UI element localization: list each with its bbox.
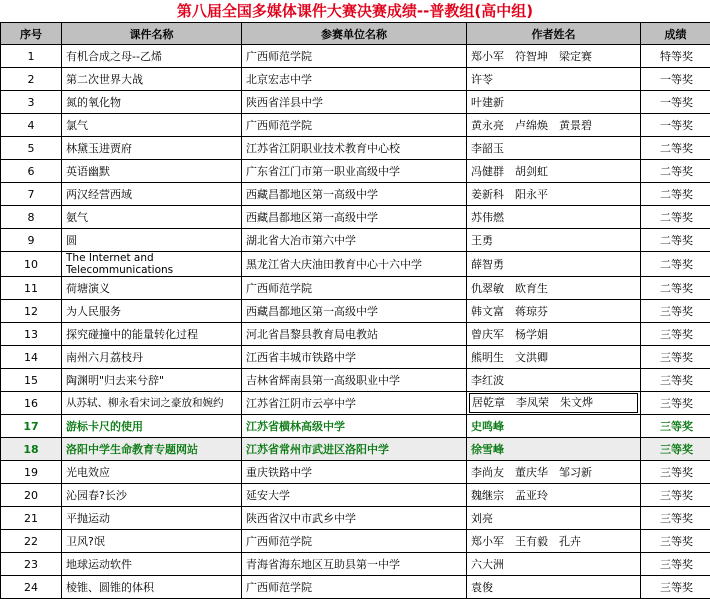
cell-authors: 郑小军 王有毅 孔卉 <box>467 530 641 553</box>
cell-courseware: 卫风?氓 <box>62 530 242 553</box>
cell-unit: 江西省丰城市铁路中学 <box>242 346 467 369</box>
cell-courseware: 南州六月荔枝丹 <box>62 346 242 369</box>
table-row-highlighted <box>1 415 710 438</box>
table-row <box>1 160 710 183</box>
table-row <box>1 530 710 553</box>
cell-award: 三等奖 <box>641 530 710 553</box>
cell-authors: 薛智勇 <box>467 252 641 277</box>
cell-no: 7 <box>1 183 62 206</box>
table-row <box>1 369 710 392</box>
table-row <box>1 346 710 369</box>
table-row <box>1 68 710 91</box>
cell-authors: 仇翠敏 欧育生 <box>467 277 641 300</box>
cell-courseware: 两汉经营西域 <box>62 183 242 206</box>
cell-unit: 广西师范学院 <box>242 114 467 137</box>
cell-award: 二等奖 <box>641 137 710 160</box>
cell-courseware: 平抛运动 <box>62 507 242 530</box>
cell-courseware: 探究碰撞中的能量转化过程 <box>62 323 242 346</box>
table-row <box>1 229 710 252</box>
column-header-award: 成绩 <box>641 23 710 45</box>
cell-no: 8 <box>1 206 62 229</box>
cell-unit: 西藏昌都地区第一高级中学 <box>242 206 467 229</box>
cell-unit: 广西师范学院 <box>242 45 467 68</box>
cell-authors: 李韶玉 <box>467 137 641 160</box>
cell-award: 二等奖 <box>641 160 710 183</box>
column-header-authors: 作者姓名 <box>467 23 641 45</box>
cell-authors: 黄永亮 卢绵焕 黄景碧 <box>467 114 641 137</box>
table-row <box>1 45 710 68</box>
cell-no: 12 <box>1 300 62 323</box>
cell-award: 一等奖 <box>641 91 710 114</box>
header-row <box>1 23 710 45</box>
cell-unit: 广西师范学院 <box>242 277 467 300</box>
table-row <box>1 206 710 229</box>
cell-courseware: 圆 <box>62 229 242 252</box>
cell-no: 10 <box>1 252 62 277</box>
cell-authors: 叶建新 <box>467 91 641 114</box>
cell-unit: 青海省海东地区互助县第一中学 <box>242 553 467 576</box>
cell-award: 三等奖 <box>641 369 710 392</box>
cell-authors: 史鸣峰 <box>467 415 641 438</box>
cell-award: 三等奖 <box>641 415 710 438</box>
cell-unit: 黑龙江省大庆油田教育中心十六中学 <box>242 252 467 277</box>
cell-award: 一等奖 <box>641 114 710 137</box>
cell-no: 9 <box>1 229 62 252</box>
cell-authors: 熊明生 文洪卿 <box>467 346 641 369</box>
cell-authors: 曾庆军 杨学娟 <box>467 323 641 346</box>
cell-no: 4 <box>1 114 62 137</box>
cell-unit: 北京宏志中学 <box>242 68 467 91</box>
selected-cell-authors[interactable]: 居乾章 李凤荣 朱文烨 <box>469 393 638 413</box>
table-row <box>1 392 710 415</box>
cell-courseware: 为人民服务 <box>62 300 242 323</box>
cell-award: 三等奖 <box>641 438 710 461</box>
cell-unit: 广西师范学院 <box>242 530 467 553</box>
cell-courseware: 林黛玉进贾府 <box>62 137 242 160</box>
cell-authors: 徐雪峰 <box>467 438 641 461</box>
cell-unit: 湖北省大冶市第六中学 <box>242 229 467 252</box>
table-row <box>1 114 710 137</box>
table-row <box>1 461 710 484</box>
cell-courseware: 第二次世界大战 <box>62 68 242 91</box>
column-header-no: 序号 <box>1 23 62 45</box>
table-row <box>1 507 710 530</box>
cell-award: 二等奖 <box>641 252 710 277</box>
cell-award: 三等奖 <box>641 300 710 323</box>
cell-unit: 西藏昌都地区第一高级中学 <box>242 183 467 206</box>
cell-courseware: 荷塘演义 <box>62 277 242 300</box>
cell-no: 23 <box>1 553 62 576</box>
cell-award: 三等奖 <box>641 507 710 530</box>
cell-no: 24 <box>1 576 62 599</box>
cell-unit: 广西师范学院 <box>242 576 467 599</box>
cell-unit: 西藏昌都地区第一高级中学 <box>242 300 467 323</box>
cell-no: 17 <box>1 415 62 438</box>
cell-award: 二等奖 <box>641 206 710 229</box>
cell-award: 一等奖 <box>641 68 710 91</box>
cell-courseware: 棱锥、圆锥的体积 <box>62 576 242 599</box>
table-row <box>1 183 710 206</box>
cell-authors: 六大洲 <box>467 553 641 576</box>
cell-courseware: 游标卡尺的使用 <box>62 415 242 438</box>
cell-no: 16 <box>1 392 62 415</box>
cell-no: 22 <box>1 530 62 553</box>
cell-authors: 刘亮 <box>467 507 641 530</box>
cell-no: 15 <box>1 369 62 392</box>
table-row <box>1 137 710 160</box>
cell-award: 三等奖 <box>641 553 710 576</box>
cell-no: 20 <box>1 484 62 507</box>
cell-no: 21 <box>1 507 62 530</box>
cell-no: 11 <box>1 277 62 300</box>
cell-authors: 韩文富 蒋琼芬 <box>467 300 641 323</box>
cell-authors: 姜新科 阳永平 <box>467 183 641 206</box>
cell-authors: 冯健群 胡剑虹 <box>467 160 641 183</box>
cell-no: 6 <box>1 160 62 183</box>
cell-courseware: 光电效应 <box>62 461 242 484</box>
cell-courseware: 氯气 <box>62 114 242 137</box>
cell-unit: 延安大学 <box>242 484 467 507</box>
cell-courseware: 从苏轼、柳永看宋词之豪放和婉约 <box>62 392 242 415</box>
cell-unit: 江苏省江阴市云亭中学 <box>242 392 467 415</box>
cell-award: 二等奖 <box>641 183 710 206</box>
cell-no: 13 <box>1 323 62 346</box>
cell-award: 二等奖 <box>641 229 710 252</box>
cell-award: 特等奖 <box>641 45 710 68</box>
cell-authors: 许苓 <box>467 68 641 91</box>
table-row <box>1 300 710 323</box>
cell-no: 5 <box>1 137 62 160</box>
cell-authors: 苏伟燃 <box>467 206 641 229</box>
cell-authors: 李尚友 董庆华 邹习新 <box>467 461 641 484</box>
table-row <box>1 484 710 507</box>
cell-no: 14 <box>1 346 62 369</box>
cell-courseware: 地球运动软件 <box>62 553 242 576</box>
cell-courseware: 洛阳中学生命教育专题网站 <box>62 438 242 461</box>
cell-unit: 江苏省横林高级中学 <box>242 415 467 438</box>
cell-unit: 江苏省常州市武进区洛阳中学 <box>242 438 467 461</box>
column-header-unit: 参赛单位名称 <box>242 23 467 45</box>
table-row-highlighted <box>1 438 710 461</box>
cell-no: 1 <box>1 45 62 68</box>
cell-courseware: 有机合成之母--乙烯 <box>62 45 242 68</box>
table-row <box>1 91 710 114</box>
table-row <box>1 252 710 277</box>
column-header-courseware: 课件名称 <box>62 23 242 45</box>
cell-authors: 袁俊 <box>467 576 641 599</box>
cell-courseware: The Internet and Telecommunications <box>62 252 242 277</box>
cell-unit: 陕西省洋县中学 <box>242 91 467 114</box>
cell-courseware: 氨气 <box>62 206 242 229</box>
cell-no: 3 <box>1 91 62 114</box>
cell-courseware: 氮的氧化物 <box>62 91 242 114</box>
cell-award: 三等奖 <box>641 576 710 599</box>
cell-authors: 郑小军 符智坤 梁定赛 <box>467 45 641 68</box>
cell-courseware: 英语幽默 <box>62 160 242 183</box>
cell-award: 三等奖 <box>641 461 710 484</box>
cell-unit: 重庆铁路中学 <box>242 461 467 484</box>
cell-unit: 陕西省汉中市武乡中学 <box>242 507 467 530</box>
cell-award: 三等奖 <box>641 323 710 346</box>
cell-award: 三等奖 <box>641 346 710 369</box>
table-row <box>1 553 710 576</box>
cell-unit: 吉林省辉南县第一高级职业中学 <box>242 369 467 392</box>
cell-award: 三等奖 <box>641 484 710 507</box>
cell-courseware: 沁园春?长沙 <box>62 484 242 507</box>
cell-award: 三等奖 <box>641 392 710 415</box>
cell-award: 二等奖 <box>641 277 710 300</box>
cell-courseware: 陶渊明"归去来兮辞" <box>62 369 242 392</box>
cell-unit: 河北省昌黎县教育局电教站 <box>242 323 467 346</box>
cell-no: 19 <box>1 461 62 484</box>
cell-authors[interactable] <box>467 392 641 415</box>
cell-unit: 江苏省江阴职业技术教育中心校 <box>242 137 467 160</box>
cell-unit: 广东省江门市第一职业高级中学 <box>242 160 467 183</box>
table-row <box>1 323 710 346</box>
results-table <box>0 22 710 599</box>
cell-no: 2 <box>1 68 62 91</box>
table-row <box>1 277 710 300</box>
cell-authors: 李红波 <box>467 369 641 392</box>
cell-no: 18 <box>1 438 62 461</box>
cell-authors: 王勇 <box>467 229 641 252</box>
cell-authors: 魏继宗 孟亚玲 <box>467 484 641 507</box>
page-title: 第八届全国多媒体课件大赛决赛成绩--普教组(高中组) <box>0 0 710 22</box>
table-row <box>1 576 710 599</box>
